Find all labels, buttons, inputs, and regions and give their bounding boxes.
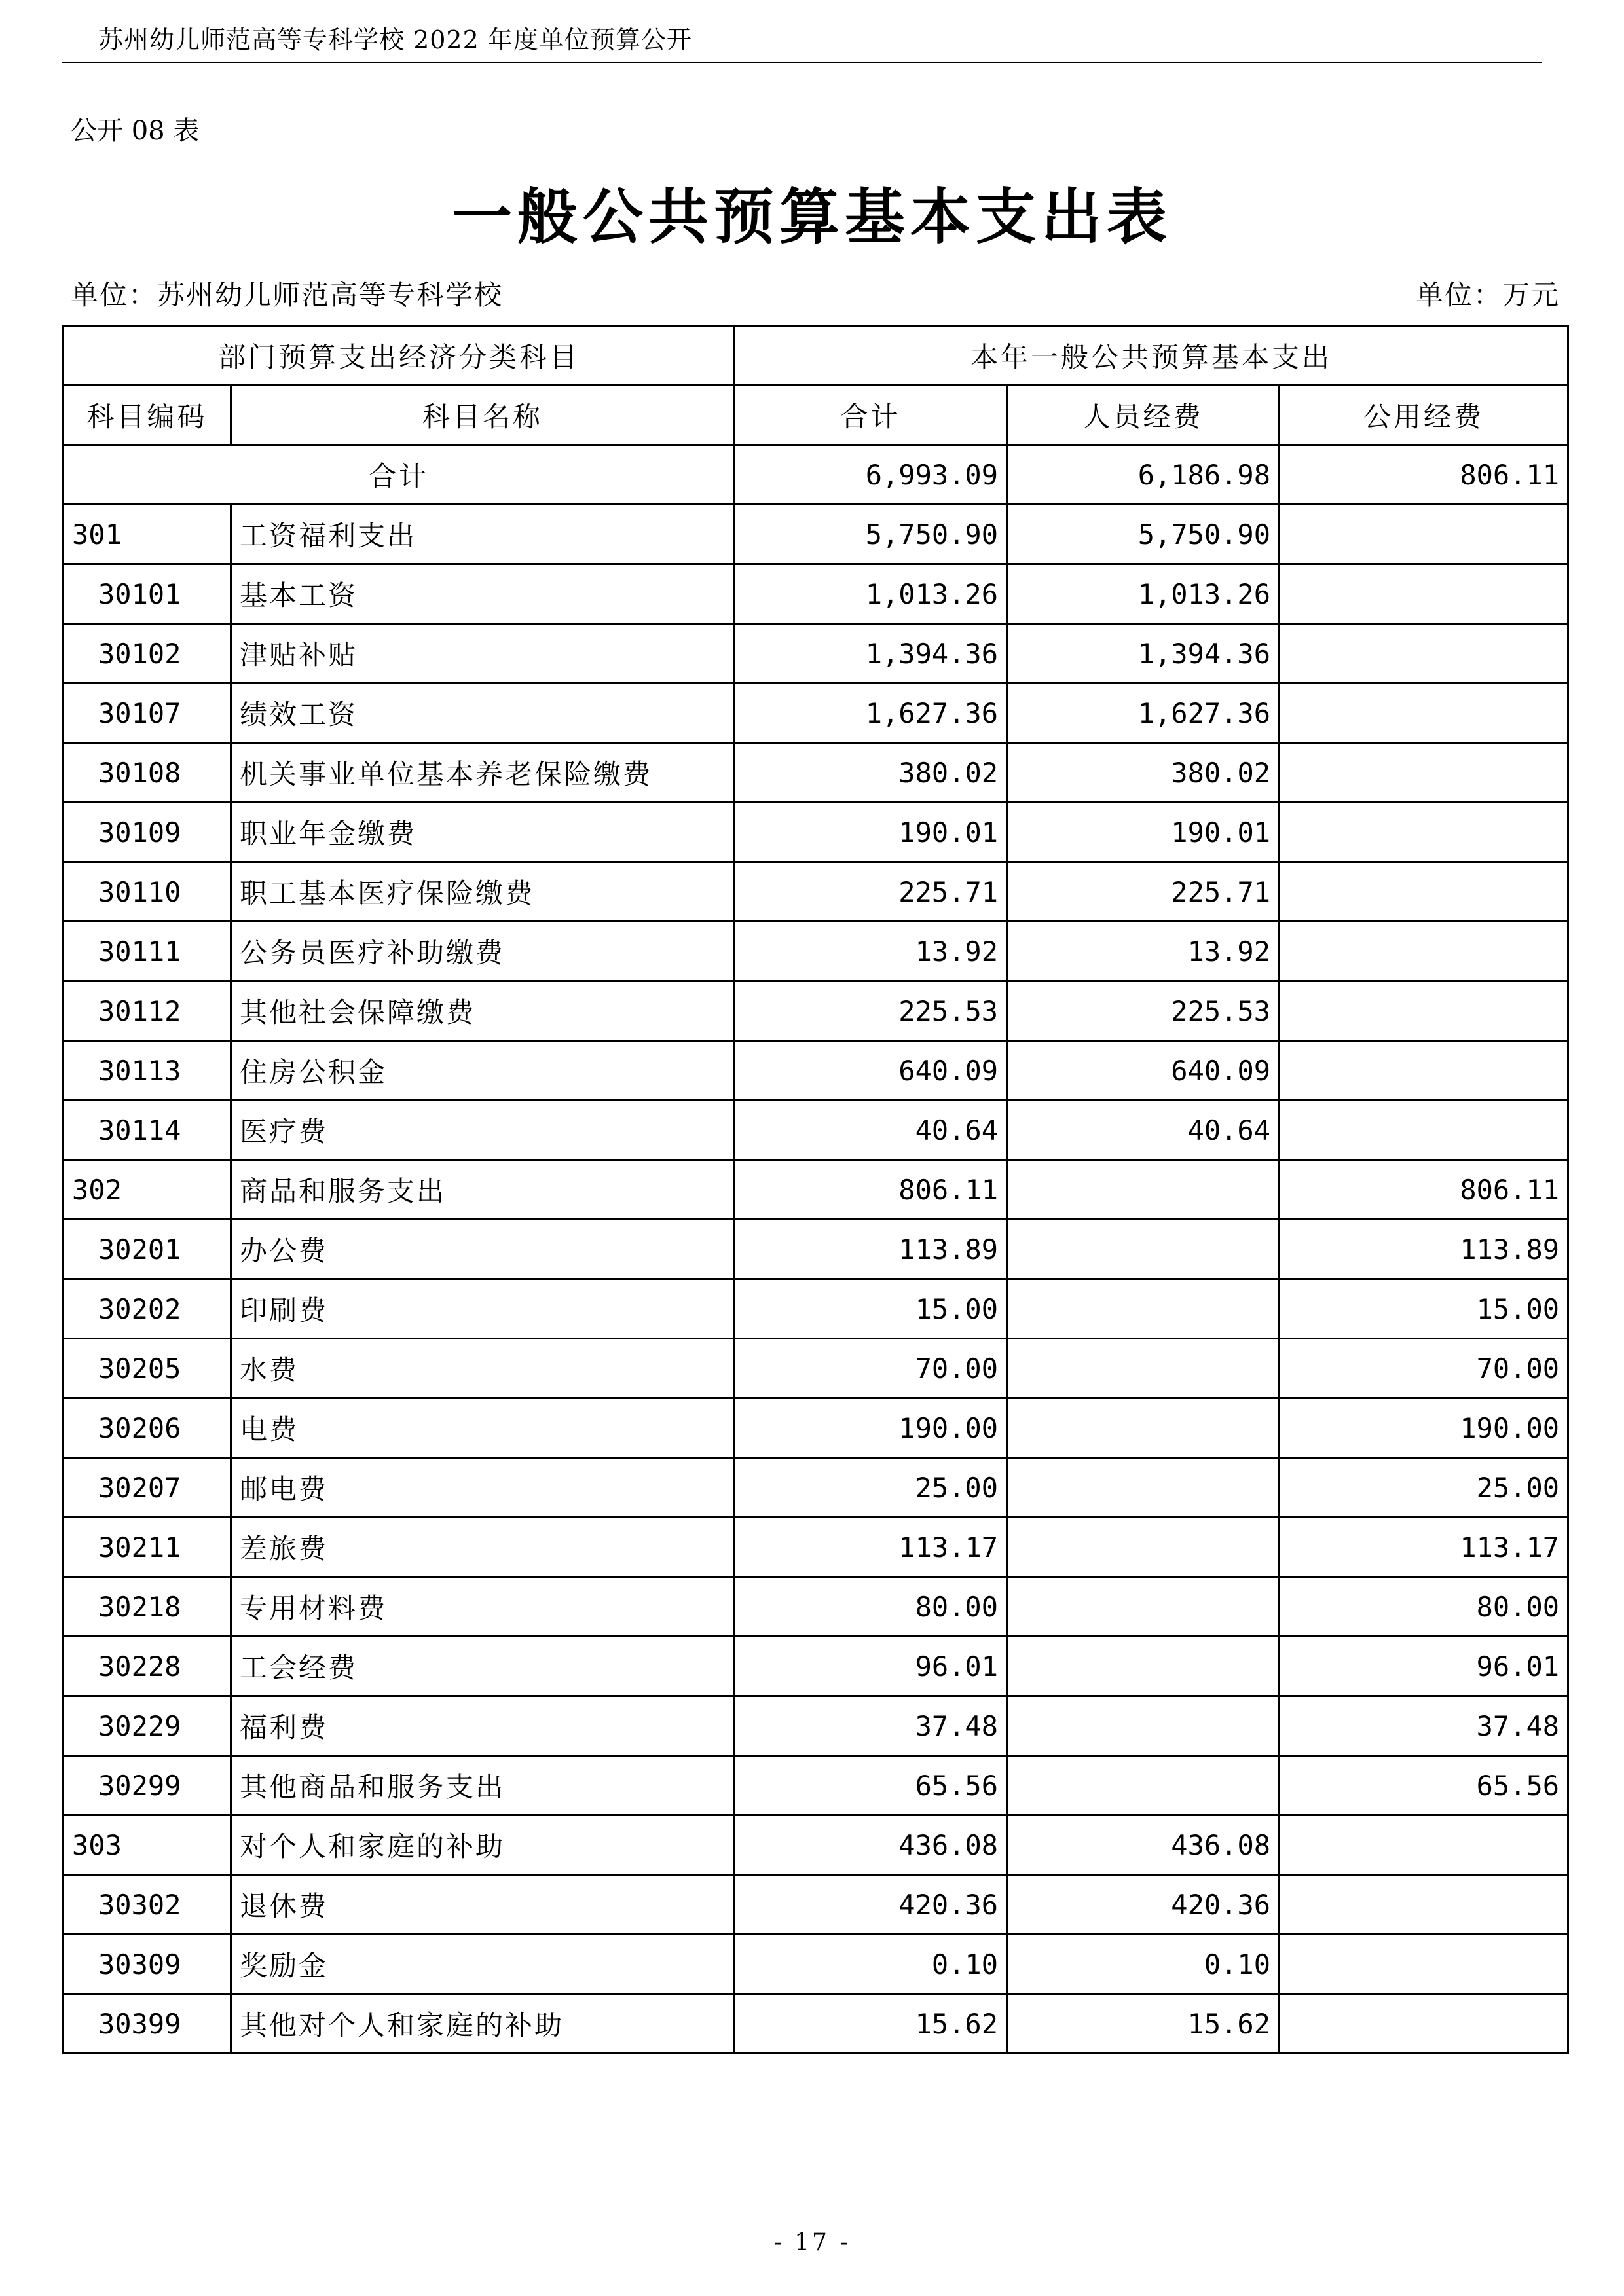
row-personnel: 436.08 xyxy=(1007,1815,1280,1875)
row-name: 其他商品和服务支出 xyxy=(231,1756,735,1815)
row-personnel xyxy=(1007,1756,1280,1815)
table-row xyxy=(64,1815,1568,1875)
row-personnel: 15.62 xyxy=(1007,1994,1280,2054)
table-row xyxy=(64,505,1568,564)
unit-organization: 单位：苏州幼儿师范高等专科学校 xyxy=(71,279,504,311)
row-personnel: 640.09 xyxy=(1007,1041,1280,1101)
table-row xyxy=(64,1935,1568,1994)
form-code: 公开 08 表 xyxy=(71,116,200,146)
row-public xyxy=(1280,743,1568,803)
row-public xyxy=(1280,922,1568,981)
row-code: 30399 xyxy=(64,1994,231,2054)
row-total: 70.00 xyxy=(735,1339,1007,1398)
row-public: 37.48 xyxy=(1280,1696,1568,1756)
row-public: 806.11 xyxy=(1280,1160,1568,1220)
row-name: 住房公积金 xyxy=(231,1041,735,1101)
row-code: 30107 xyxy=(64,683,231,743)
table-row xyxy=(64,1577,1568,1637)
row-name: 工会经费 xyxy=(231,1637,735,1696)
row-public xyxy=(1280,683,1568,743)
row-public: 113.17 xyxy=(1280,1518,1568,1577)
table-row xyxy=(64,1220,1568,1279)
row-name: 邮电费 xyxy=(231,1458,735,1518)
row-name: 职工基本医疗保险缴费 xyxy=(231,862,735,922)
table-row xyxy=(64,1756,1568,1815)
row-code: 30102 xyxy=(64,624,231,683)
row-personnel xyxy=(1007,1279,1280,1339)
row-total: 80.00 xyxy=(735,1577,1007,1637)
row-personnel: 1,394.36 xyxy=(1007,624,1280,683)
column-header-personnel: 人员经费 xyxy=(1007,386,1280,445)
row-code: 30309 xyxy=(64,1935,231,1994)
row-code: 30202 xyxy=(64,1279,231,1339)
total-row-label: 合计 xyxy=(64,445,735,505)
table-row xyxy=(64,1518,1568,1577)
table-row xyxy=(64,624,1568,683)
row-total: 15.00 xyxy=(735,1279,1007,1339)
row-personnel: 1,013.26 xyxy=(1007,564,1280,624)
row-public: 65.56 xyxy=(1280,1756,1568,1815)
row-code: 30111 xyxy=(64,922,231,981)
row-code: 303 xyxy=(64,1815,231,1875)
row-personnel: 5,750.90 xyxy=(1007,505,1280,564)
row-public: 190.00 xyxy=(1280,1398,1568,1458)
row-total: 380.02 xyxy=(735,743,1007,803)
row-total: 806.11 xyxy=(735,1160,1007,1220)
row-personnel xyxy=(1007,1398,1280,1458)
row-personnel xyxy=(1007,1577,1280,1637)
row-total: 1,394.36 xyxy=(735,624,1007,683)
row-total: 25.00 xyxy=(735,1458,1007,1518)
row-code: 30114 xyxy=(64,1101,231,1160)
row-total: 37.48 xyxy=(735,1696,1007,1756)
row-name: 商品和服务支出 xyxy=(231,1160,735,1220)
row-public xyxy=(1280,505,1568,564)
row-total: 0.10 xyxy=(735,1935,1007,1994)
row-public: 15.00 xyxy=(1280,1279,1568,1339)
row-total: 1,013.26 xyxy=(735,564,1007,624)
row-public xyxy=(1280,564,1568,624)
row-public: 70.00 xyxy=(1280,1339,1568,1398)
row-code: 30108 xyxy=(64,743,231,803)
row-public xyxy=(1280,1041,1568,1101)
budget-table xyxy=(62,325,1569,2054)
row-code: 30211 xyxy=(64,1518,231,1577)
row-personnel xyxy=(1007,1220,1280,1279)
row-code: 30228 xyxy=(64,1637,231,1696)
table-row xyxy=(64,743,1568,803)
row-total: 225.53 xyxy=(735,981,1007,1041)
page-title: 一般公共预算基本支出表 xyxy=(451,182,1172,252)
table-row xyxy=(64,1160,1568,1220)
row-public xyxy=(1280,862,1568,922)
table-row xyxy=(64,1994,1568,2054)
row-public xyxy=(1280,1994,1568,2054)
row-personnel: 1,627.36 xyxy=(1007,683,1280,743)
row-code: 30110 xyxy=(64,862,231,922)
row-public xyxy=(1280,1101,1568,1160)
row-name: 福利费 xyxy=(231,1696,735,1756)
row-name: 办公费 xyxy=(231,1220,735,1279)
row-code: 30205 xyxy=(64,1339,231,1398)
row-code: 30229 xyxy=(64,1696,231,1756)
row-public xyxy=(1280,1935,1568,1994)
row-total: 65.56 xyxy=(735,1756,1007,1815)
row-public xyxy=(1280,1815,1568,1875)
row-name: 基本工资 xyxy=(231,564,735,624)
row-code: 30101 xyxy=(64,564,231,624)
row-personnel: 225.53 xyxy=(1007,981,1280,1041)
row-code: 30109 xyxy=(64,803,231,862)
row-total: 225.71 xyxy=(735,862,1007,922)
column-header-public: 公用经费 xyxy=(1280,386,1568,445)
row-total: 113.89 xyxy=(735,1220,1007,1279)
row-personnel xyxy=(1007,1160,1280,1220)
row-total: 190.00 xyxy=(735,1398,1007,1458)
total-row-total: 6,993.09 xyxy=(735,445,1007,505)
table-row xyxy=(64,1398,1568,1458)
column-header-name: 科目名称 xyxy=(231,386,735,445)
row-name: 工资福利支出 xyxy=(231,505,735,564)
row-total: 5,750.90 xyxy=(735,505,1007,564)
group-header-expenditure: 本年一般公共预算基本支出 xyxy=(735,326,1568,386)
row-code: 30299 xyxy=(64,1756,231,1815)
row-personnel xyxy=(1007,1518,1280,1577)
row-total: 15.62 xyxy=(735,1994,1007,2054)
table-row xyxy=(64,1279,1568,1339)
table-row xyxy=(64,683,1568,743)
row-public: 25.00 xyxy=(1280,1458,1568,1518)
row-personnel: 380.02 xyxy=(1007,743,1280,803)
row-name: 其他社会保障缴费 xyxy=(231,981,735,1041)
row-total: 96.01 xyxy=(735,1637,1007,1696)
row-code: 30113 xyxy=(64,1041,231,1101)
row-code: 30302 xyxy=(64,1875,231,1935)
row-code: 30201 xyxy=(64,1220,231,1279)
row-code: 301 xyxy=(64,505,231,564)
table-row xyxy=(64,1875,1568,1935)
row-total: 640.09 xyxy=(735,1041,1007,1101)
total-row-public: 806.11 xyxy=(1280,445,1568,505)
table-row xyxy=(64,803,1568,862)
row-public: 113.89 xyxy=(1280,1220,1568,1279)
header-rule xyxy=(62,62,1542,63)
row-public xyxy=(1280,1875,1568,1935)
row-name: 机关事业单位基本养老保险缴费 xyxy=(231,743,735,803)
row-code: 302 xyxy=(64,1160,231,1220)
group-header-row xyxy=(64,326,1568,386)
row-total: 420.36 xyxy=(735,1875,1007,1935)
total-row xyxy=(64,445,1568,505)
row-personnel: 190.01 xyxy=(1007,803,1280,862)
row-name: 津贴补贴 xyxy=(231,624,735,683)
row-name: 奖励金 xyxy=(231,1935,735,1994)
row-personnel: 420.36 xyxy=(1007,1875,1280,1935)
table-row xyxy=(64,1696,1568,1756)
table-row xyxy=(64,981,1568,1041)
row-total: 13.92 xyxy=(735,922,1007,981)
row-name: 退休费 xyxy=(231,1875,735,1935)
running-header: 苏州幼儿师范高等专科学校 2022 年度单位预算公开 xyxy=(98,26,692,54)
column-header-code: 科目编码 xyxy=(64,386,231,445)
row-code: 30218 xyxy=(64,1577,231,1637)
table-row xyxy=(64,1101,1568,1160)
row-name: 医疗费 xyxy=(231,1101,735,1160)
row-code: 30207 xyxy=(64,1458,231,1518)
row-personnel xyxy=(1007,1637,1280,1696)
row-name: 印刷费 xyxy=(231,1279,735,1339)
row-total: 40.64 xyxy=(735,1101,1007,1160)
row-total: 113.17 xyxy=(735,1518,1007,1577)
page-number: - 17 - xyxy=(773,2229,851,2256)
row-personnel xyxy=(1007,1696,1280,1756)
group-header-classification: 部门预算支出经济分类科目 xyxy=(64,326,735,386)
table-row xyxy=(64,564,1568,624)
row-name: 专用材料费 xyxy=(231,1577,735,1637)
table-row xyxy=(64,862,1568,922)
row-name: 绩效工资 xyxy=(231,683,735,743)
row-public xyxy=(1280,624,1568,683)
table-row xyxy=(64,1637,1568,1696)
row-public xyxy=(1280,803,1568,862)
row-name: 对个人和家庭的补助 xyxy=(231,1815,735,1875)
row-name: 水费 xyxy=(231,1339,735,1398)
unit-currency: 单位：万元 xyxy=(1415,279,1560,311)
row-code: 30206 xyxy=(64,1398,231,1458)
column-header-total: 合计 xyxy=(735,386,1007,445)
row-personnel: 0.10 xyxy=(1007,1935,1280,1994)
column-header-row xyxy=(64,386,1568,445)
row-total: 1,627.36 xyxy=(735,683,1007,743)
table-row xyxy=(64,1041,1568,1101)
row-personnel xyxy=(1007,1458,1280,1518)
row-name: 差旅费 xyxy=(231,1518,735,1577)
row-name: 公务员医疗补助缴费 xyxy=(231,922,735,981)
row-total: 436.08 xyxy=(735,1815,1007,1875)
table-row xyxy=(64,922,1568,981)
row-personnel: 225.71 xyxy=(1007,862,1280,922)
table-row xyxy=(64,1458,1568,1518)
row-public xyxy=(1280,981,1568,1041)
row-public: 96.01 xyxy=(1280,1637,1568,1696)
total-row-personnel: 6,186.98 xyxy=(1007,445,1280,505)
row-personnel: 40.64 xyxy=(1007,1101,1280,1160)
row-personnel: 13.92 xyxy=(1007,922,1280,981)
row-personnel xyxy=(1007,1339,1280,1398)
row-code: 30112 xyxy=(64,981,231,1041)
table-row xyxy=(64,1339,1568,1398)
row-public: 80.00 xyxy=(1280,1577,1568,1637)
row-total: 190.01 xyxy=(735,803,1007,862)
row-name: 职业年金缴费 xyxy=(231,803,735,862)
row-name: 电费 xyxy=(231,1398,735,1458)
row-name: 其他对个人和家庭的补助 xyxy=(231,1994,735,2054)
